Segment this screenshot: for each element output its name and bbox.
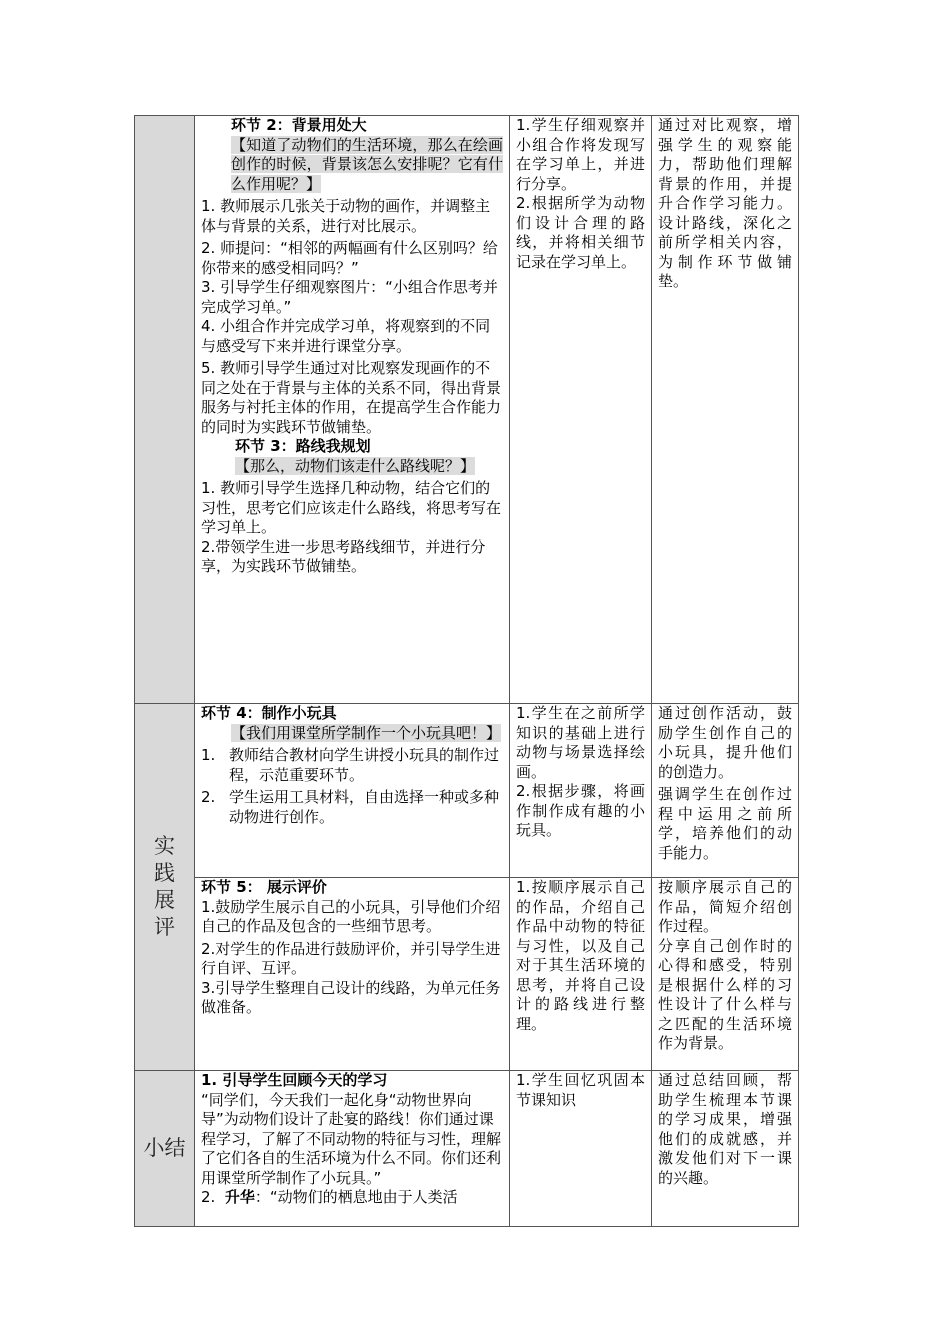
student-activity-cell: [510, 878, 652, 1071]
teacher-activity-cell: [195, 878, 510, 1071]
guiding-question: 【知道了动物们的生活环境，那么在绘画创作的时候，背景该怎么安排呢？它有什么作用呢？】: [231, 135, 503, 193]
phase-label: 实践展评: [154, 834, 175, 939]
purpose-text: 通过对比观察，增强学生的观察能力，帮助他们理解背景的作用，并提升合作学习能力。设计路线，深化之前所学相关内容，为制作环节做铺垫。: [658, 116, 792, 290]
student-activity-cell: [510, 116, 652, 704]
student-item: 1.学生在之前所学知识的基础上进行动物与场景选择绘画。: [516, 704, 645, 781]
step-title: 环节 2：背景用处大: [231, 116, 367, 134]
teacher-activity-cell: [195, 1071, 510, 1227]
table-row-step4: [135, 704, 799, 878]
teacher-item: 1. 教师结合教材向学生讲授小玩具的制作过程，示范重要环节。: [201, 746, 500, 784]
teacher-item: 4. 小组合作并完成学习单，将观察到的不同与感受写下来并进行课堂分享。: [201, 317, 491, 355]
phase-label-cell: [135, 1071, 195, 1227]
student-item: 1.学生回忆巩固本节课知识: [516, 1071, 645, 1109]
table-row-step5: [135, 878, 799, 1071]
student-item: 1.学生仔细观察并小组合作将发现写在学习单上，并进行分享。: [516, 116, 645, 193]
phase-label-cell: [135, 116, 195, 704]
teacher-item: 2.对学生的作品进行鼓励评价，并引导学生进行自评、互评。: [201, 939, 501, 977]
guiding-question: 【那么，动物们该走什么路线呢？】: [235, 456, 476, 475]
phase-label-cell: [135, 704, 195, 1071]
teacher-item: 5. 教师引导学生通过对比观察发现画作的不同之处在于背景与主体的关系不同，得出背景服务与衬托主体的作用，在提高学生合作能力的同时为实践环节做铺垫。: [201, 359, 502, 436]
step-title: 环节 4：制作小玩具: [201, 704, 337, 722]
lesson-plan-table: [134, 115, 799, 1227]
phase-label: 小结: [143, 1136, 186, 1160]
teacher-activity-cell: [195, 116, 510, 704]
teacher-item: 2.带领学生进一步思考路线细节，并进行分享，为实践环节做铺垫。: [201, 537, 486, 575]
purpose-text: 按顺序展示自己的作品，简短介绍创作过程。: [658, 878, 792, 935]
teacher-item: 2. 学生运用工具材料，自由选择一种或多种动物进行创作。: [201, 788, 500, 826]
teacher-item: 1. 教师引导学生选择几种动物，结合它们的习性，思考它们应该走什么路线，将思考写在学习单上。: [201, 479, 502, 536]
step-title: 1. 引导学生回顾今天的学习: [201, 1071, 388, 1089]
table-row-step2-3: [135, 116, 799, 704]
student-item: 2.根据所学为动物们设计合理的路线，并将相关细节记录在学习单上。: [516, 194, 645, 271]
table-row-summary: [135, 1071, 799, 1227]
teacher-item: 1. 教师展示几张关于动物的画作，并调整主体与背景的关系，进行对比展示。: [201, 197, 491, 235]
purpose-text: 通过创作活动，鼓励学生创作自己的小玩具，提升他们的创造力。: [658, 704, 792, 781]
summary-paragraph: “同学们，今天我们一起化身“动物世界向导”为动物们设计了赴宴的路线！你们通过课程学习，了解了不同动物的特征与习性，理解了它们各自的生活环境为什么不同。你们还利用课堂所学制作了小玩具。”: [201, 1090, 502, 1187]
student-activity-cell: [510, 1071, 652, 1227]
student-activity-cell: [510, 704, 652, 878]
teacher-item: 3.引导学生整理自己设计的线路，为单元任务做准备。: [201, 978, 501, 1016]
step-title: 环节 3：路线我规划: [235, 437, 371, 455]
design-purpose-cell: [652, 704, 799, 878]
student-item: 1.按顺序展示自己的作品，介绍自己作品中动物的特征与习性，以及自己对于其生活环境的思考，并将自己设计的路线进行整理。: [516, 878, 645, 1033]
guiding-question: 【我们用课堂所学制作一个小玩具吧！】: [231, 723, 502, 742]
purpose-text: 强调学生在创作过程中运用之前所学，培养他们的动手能力。: [658, 785, 792, 862]
student-item: 2.根据步骤，将画作制作成有趣的小玩具。: [516, 782, 645, 839]
step-title: 环节 5： 展示评价: [201, 878, 327, 896]
teacher-item: 2. 师提问：“相邻的两幅画有什么区别吗？给你带来的感受相同吗？”: [201, 239, 498, 277]
purpose-text: 通过总结回顾，帮助学生梳理本节课的学习成果，增强他们的成就感，并激发他们对下一课的兴趣。: [658, 1071, 792, 1187]
purpose-text: 分享自己创作时的心得和感受，特别是根据什么样的习性设计了什么样与之匹配的生活环境作为背景。: [658, 936, 792, 1052]
design-purpose-cell: [652, 116, 799, 704]
teacher-item: 3. 引导学生仔细观察图片：“小组合作思考并完成学习单。”: [201, 278, 498, 316]
teacher-item: 1.鼓励学生展示自己的小玩具，引导他们介绍自己的作品及包含的一些细节思考。: [201, 897, 501, 935]
teacher-activity-cell: [195, 704, 510, 878]
design-purpose-cell: [652, 1071, 799, 1227]
teacher-item: 2. 升华：“动物们的栖息地由于人类活: [201, 1188, 458, 1206]
design-purpose-cell: [652, 878, 799, 1071]
